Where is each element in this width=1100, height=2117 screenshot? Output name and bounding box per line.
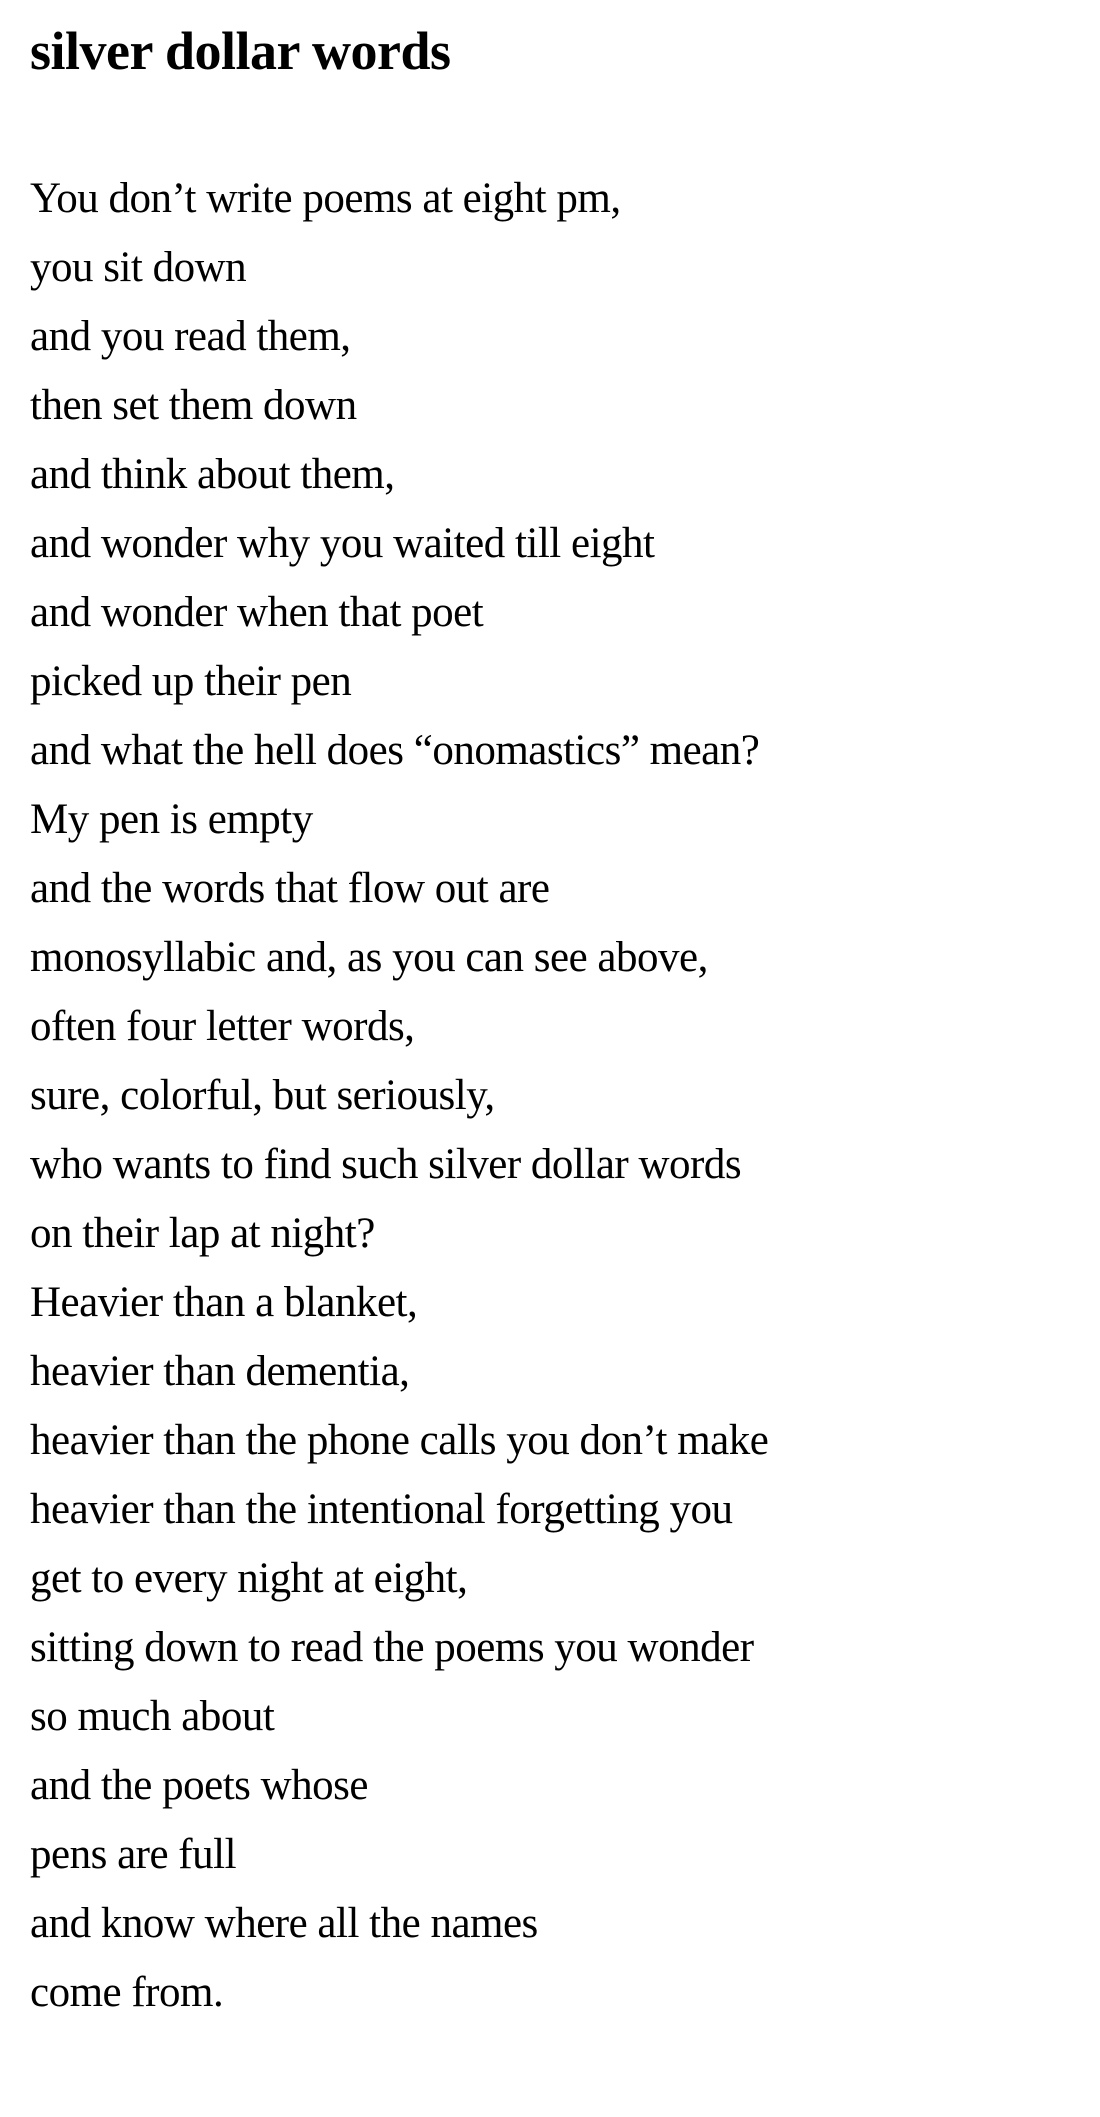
poem-line: and the poets whose bbox=[30, 1762, 369, 1810]
poem-line: and you read them, bbox=[30, 313, 351, 361]
poem-line: heavier than the phone calls you don’t make bbox=[30, 1417, 769, 1465]
poem-line: come from. bbox=[30, 1969, 224, 2017]
poem-line: sitting down to read the poems you wonder bbox=[30, 1624, 754, 1672]
poem-line: on their lap at night? bbox=[30, 1210, 375, 1258]
poem-line: and think about them, bbox=[30, 451, 395, 499]
poem-line: heavier than dementia, bbox=[30, 1348, 410, 1396]
poem-body bbox=[30, 164, 1070, 2027]
poem-line: monosyllabic and, as you can see above, bbox=[30, 934, 708, 982]
poem-line: get to every night at eight, bbox=[30, 1555, 468, 1603]
poem-line: You don’t write poems at eight pm, bbox=[30, 175, 621, 223]
poem-line: pens are full bbox=[30, 1831, 237, 1879]
poem-line: sure, colorful, but seriously, bbox=[30, 1072, 495, 1120]
poem-line: and what the hell does “onomastics” mean? bbox=[30, 727, 760, 775]
poem-title: silver dollar words bbox=[30, 21, 451, 81]
poem-line: so much about bbox=[30, 1693, 275, 1741]
poem-line: picked up their pen bbox=[30, 658, 352, 706]
poem-line: you sit down bbox=[30, 244, 247, 292]
poem-line: Heavier than a blanket, bbox=[30, 1279, 418, 1327]
poem-line: and know where all the names bbox=[30, 1900, 538, 1948]
poem-line: My pen is empty bbox=[30, 796, 313, 844]
poem-line: and wonder when that poet bbox=[30, 589, 484, 637]
poem-line: heavier than the intentional forgetting you bbox=[30, 1486, 733, 1534]
poem-line: who wants to find such silver dollar words bbox=[30, 1141, 742, 1189]
poem-line: then set them down bbox=[30, 382, 357, 430]
poem-line: and wonder why you waited till eight bbox=[30, 520, 655, 568]
poem-line: often four letter words, bbox=[30, 1003, 415, 1051]
poem-line: and the words that flow out are bbox=[30, 865, 550, 913]
